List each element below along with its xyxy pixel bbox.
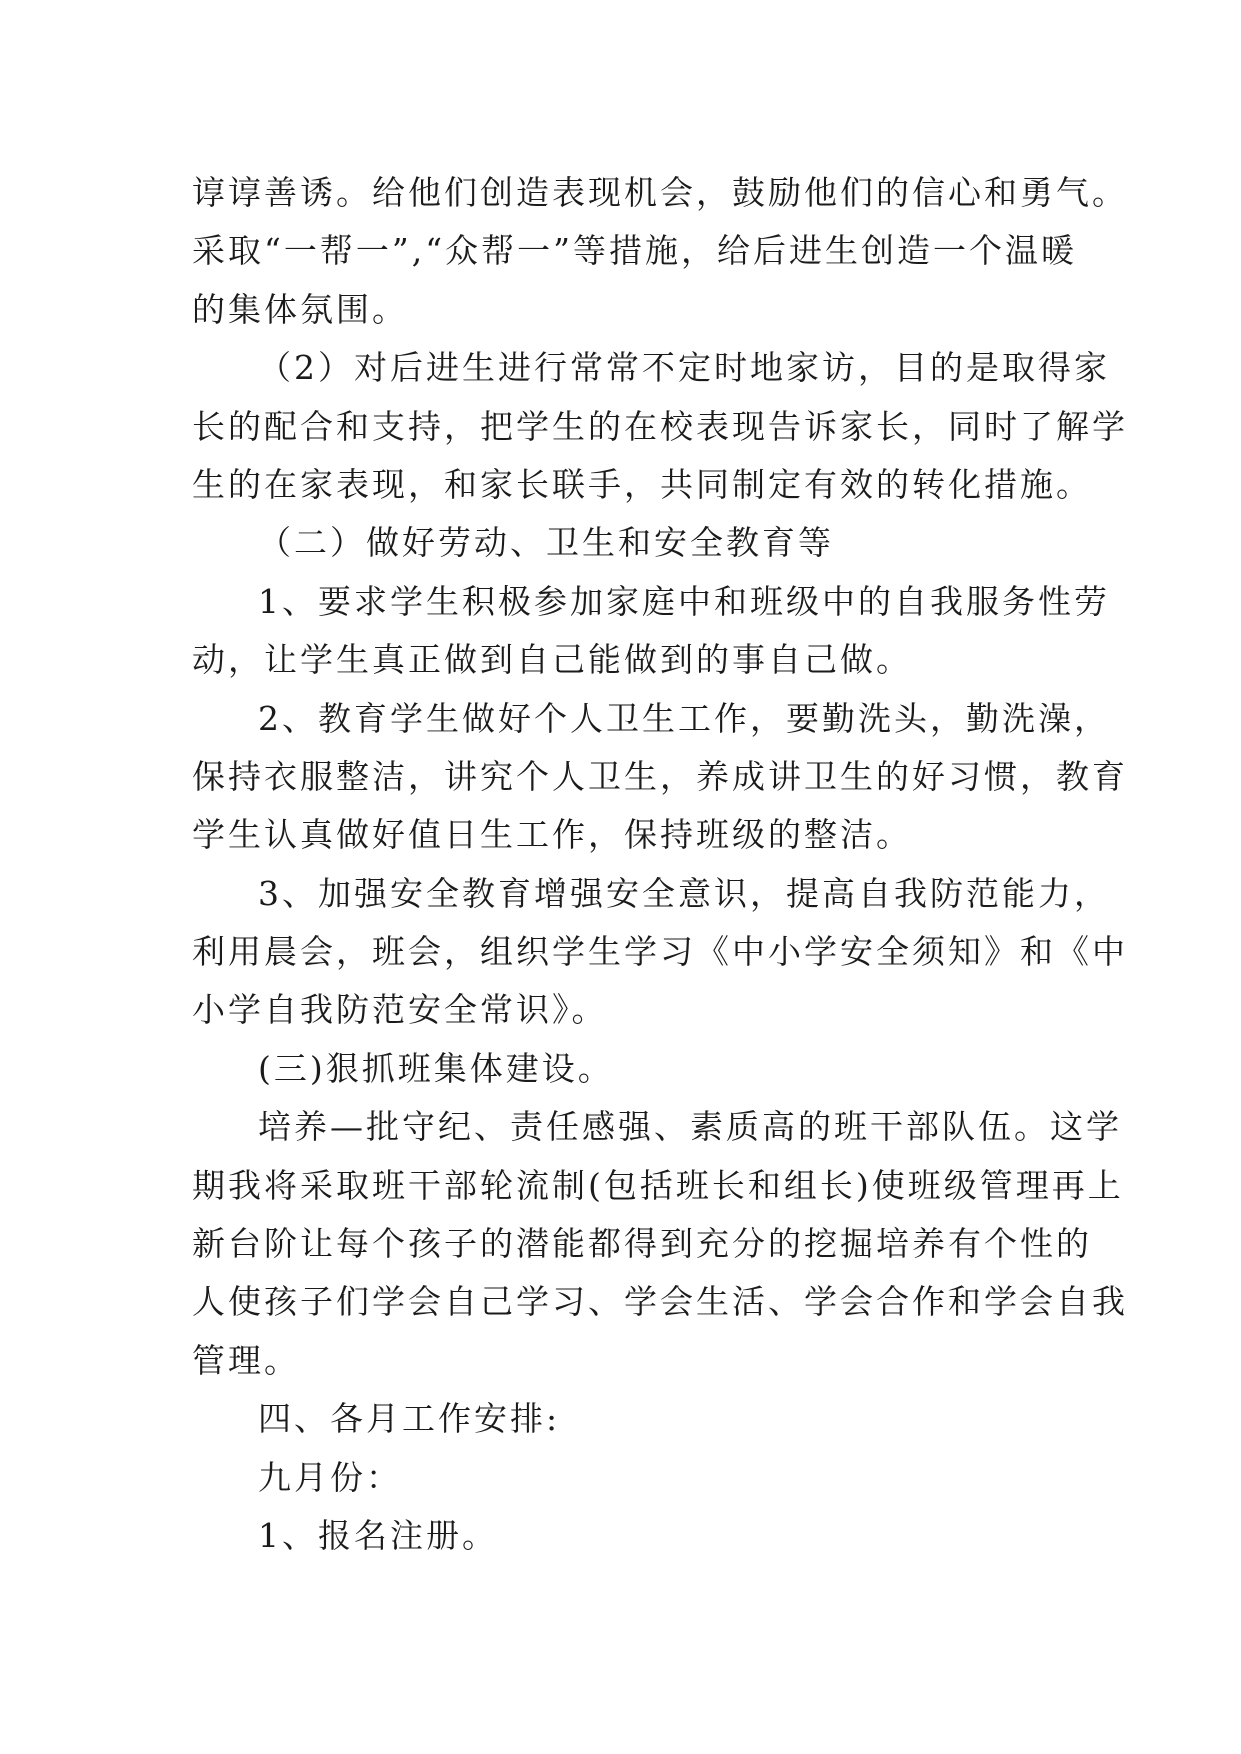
text-line: 新台阶让每个孩子的潜能都得到充分的挖掘培养有个性的 [192, 1224, 1092, 1264]
text-line: 谆谆善诱。给他们创造表现机会，鼓励他们的信心和勇气。 [192, 173, 1128, 212]
text-line: （2）对后进生进行常常不定时地家访，目的是取得家 [258, 348, 1110, 388]
text-line: 采取“一帮一”,“众帮一”等措施，给后进生创造一个温暖 [192, 231, 1077, 271]
text-line: 3、加强安全教育增强安全意识，提高自我防范能力， [258, 873, 1110, 913]
section-heading: (三)狠抓班集体建设。 [258, 1048, 614, 1088]
text-line: 1、要求学生积极参加家庭中和班级中的自我服务性劳 [258, 581, 1110, 621]
text-line: 小学自我防范安全常识》。 [192, 990, 608, 1030]
text-line: 保持衣服整洁，讲究个人卫生，养成讲卫生的好习惯，教育 [192, 756, 1128, 796]
text-line: 1、报名注册。 [258, 1515, 498, 1555]
month-heading: 九月份： [258, 1457, 402, 1497]
text-line: 长的配合和支持，把学生的在校表现告诉家长，同时了解学 [192, 406, 1128, 446]
text-line: 学生认真做好值日生工作，保持班级的整洁。 [192, 815, 912, 855]
text-line: 利用晨会，班会，组织学生学习《中小学安全须知》和《中 [192, 932, 1128, 972]
text-line: 的集体氛围。 [192, 289, 408, 329]
section-heading: 四、各月工作安排: [258, 1399, 561, 1439]
text-line: 培养—批守纪、责任感强、素质高的班干部队伍。这学 [258, 1107, 1122, 1147]
text-line: 动，让学生真正做到自己能做到的事自己做。 [192, 640, 912, 680]
text-line: 生的在家表现，和家长联手，共同制定有效的转化措施。 [192, 464, 1092, 504]
document-body [192, 164, 1128, 1565]
text-line: 期我将采取班干部轮流制(包括班长和组长)使班级管理再上 [192, 1165, 1124, 1205]
text-line: 人使孩子们学会自己学习、学会生活、学会合作和学会自我 [192, 1282, 1128, 1322]
text-line: 2、教育学生做好个人卫生工作，要勤洗头，勤洗澡， [258, 698, 1110, 738]
section-heading: （二）做好劳动、卫生和安全教育等 [258, 523, 834, 563]
text-line: 管理。 [192, 1340, 300, 1380]
